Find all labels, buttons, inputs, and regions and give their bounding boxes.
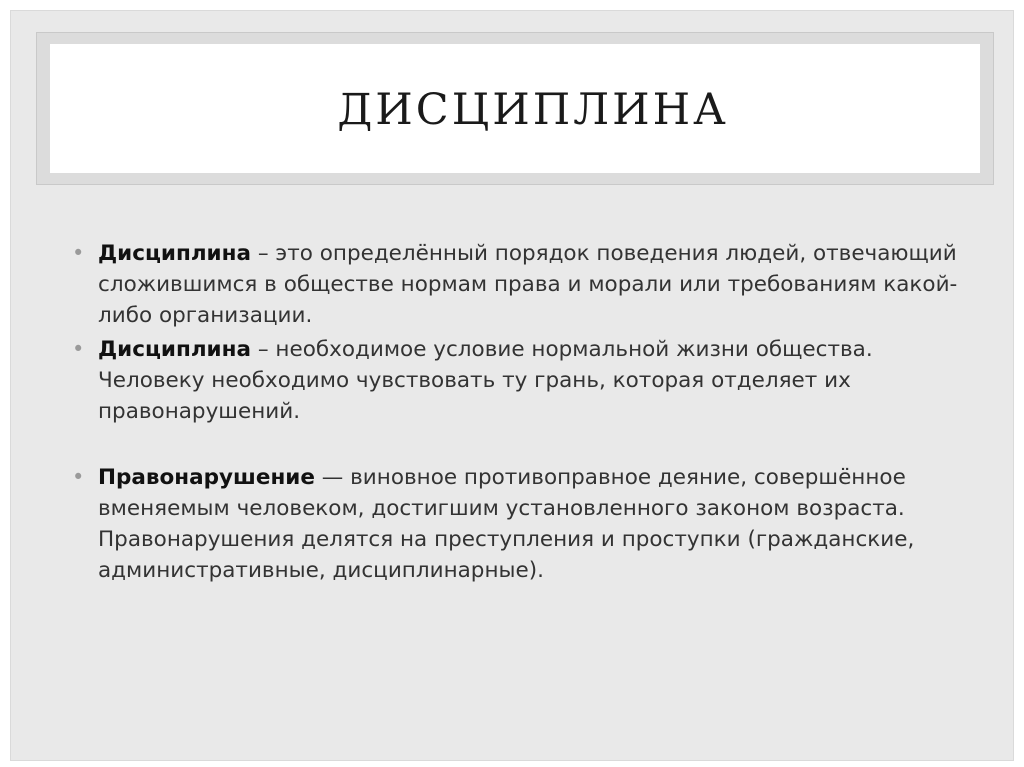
slide-content bbox=[68, 238, 968, 586]
bullet-marker: • bbox=[72, 241, 85, 265]
title-box bbox=[50, 44, 980, 173]
bullet-term: Дисциплина bbox=[98, 337, 251, 362]
bullet-marker: • bbox=[72, 465, 85, 489]
bullet-term: Дисциплина bbox=[98, 241, 251, 266]
bullet-text: – необходимое условие нормальной жизни общества. Человеку необходимо чувствовать ту грань, которая отделяет их правонарушений. bbox=[98, 337, 873, 424]
bullet-marker: • bbox=[72, 337, 85, 361]
slide-title: ДИСЦИПЛИНА bbox=[337, 84, 729, 135]
bullet-text: – это определённый порядок поведения людей, отвечающий сложившимся в обществе нормам права и морали или требованиям какой-либо организации. bbox=[98, 241, 958, 328]
bullet-term: Правонарушение bbox=[98, 465, 315, 490]
bullet-item bbox=[68, 462, 968, 586]
bullet-item bbox=[68, 238, 968, 331]
title-frame bbox=[36, 32, 994, 185]
bullet-item bbox=[68, 334, 968, 427]
slide bbox=[10, 10, 1014, 761]
bullet-text: — виновное противоправное деяние, совершённое вменяемым человеком, достигшим установленного законом возраста. Правонарушения делятся на преступления и проступки (гражданские, административные, дисциплинарные). bbox=[98, 465, 915, 583]
